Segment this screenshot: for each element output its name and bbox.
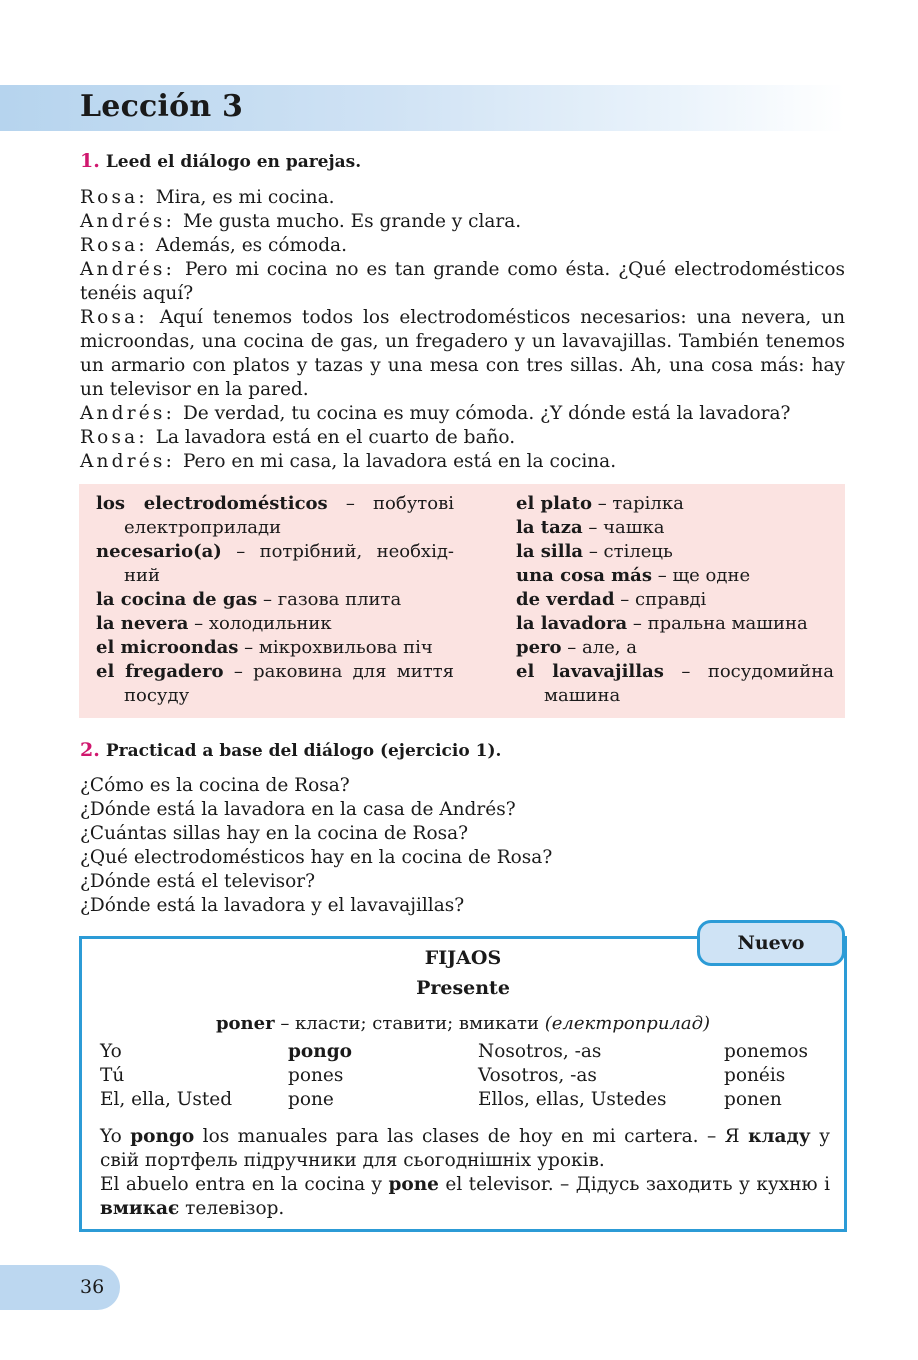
vocab-item: la nevera – холодильник [96,613,332,634]
verb-infinitive: poner [215,1013,275,1034]
nuevo-tab: Nuevo [697,920,845,966]
vocab-item: el fregadero – раковина для миття посуду [96,661,454,706]
exercise-2-instruction: Practicad a base del diálogo (ejercicio 1). [105,741,502,761]
dialogue-line: Rosa: La lavadora está en el cuarto de baño. [80,427,516,448]
grammar-title: FIJAOS [424,947,502,969]
questions-list [80,774,845,918]
vocab-item: la taza – чашка [516,517,665,538]
question: ¿Cuántas sillas hay en la cocina de Rosa? [80,823,469,844]
vocab-item: de verdad – справді [516,589,707,610]
question: ¿Dónde está el televisor? [80,871,316,892]
vocabulary-box [79,484,845,718]
question: ¿Dónde está la lavadora en la casa de Andrés? [80,799,516,820]
verb-definition: poner – класти; ставити; вмикати (електроприлад) [215,1013,711,1034]
vocab-item: los electrodomésticos – побутові електроприлади [96,493,454,538]
lesson-title: Lección 3 [80,89,244,124]
page-number: 36 [80,1276,105,1298]
vocab-item: el microondas – мікрохвильова піч [96,637,433,658]
dialogue-line: Rosa: Aquí tenemos todos los electrodomésticos necesarios: una nevera, un microondas, una cocina de gas, un fregadero y un lavavajillas. También tenemos un armario con platos y tazas y una mesa con tres sillas. Ah, una cosa más: hay un televisor en la pared. [80,307,845,400]
vocabulary-column-right [516,492,834,708]
conjugation-row: El, ella, Usted pone Ellos, ellas, Ustedes ponen [100,1089,782,1110]
exercise-1-instruction: Leed el diálogo en parejas. [105,152,362,172]
dialogue [80,186,845,474]
dialogue-line: Andrés: Pero en mi casa, la lavadora está en la cocina. [80,451,617,472]
question: ¿Qué electrodomésticos hay en la cocina de Rosa? [80,847,553,868]
example-sentence: Yo pongo los manuales para las clases de hoy en mi cartera. – Я кладу у свій портфель підручники для сьогоднішніх уроків. [100,1126,830,1171]
vocabulary-column-left [96,492,454,708]
vocab-item: la silla – стілець [516,541,673,562]
vocab-item: el lavavajillas – посудомийна машина [516,661,835,706]
dialogue-line: Rosa: Mira, es mi cocina. [80,187,335,208]
dialogue-line: Andrés: De verdad, tu cocina es muy cómoda. ¿Y dónde está la lavadora? [80,403,791,424]
exercise-2-heading [80,739,501,761]
grammar-box [79,936,847,1232]
example-sentence: El abuelo entra en la cocina y pone el televisor. – Дідусь заходить у кухню і вмикає телевізор. [100,1174,830,1219]
conjugation-row: Tú pones Vosotros, -as ponéis [100,1065,786,1086]
vocab-item: necesario(a) – потрібний, необхід-ний [96,541,454,586]
dialogue-line: Andrés: Me gusta mucho. Es grande y clara. [80,211,522,232]
dialogue-line: Rosa: Además, es cómoda. [80,235,347,256]
conjugation-table [100,1041,830,1113]
grammar-subtitle: Presente [416,977,510,999]
dialogue-line: Andrés: Pero mi cocina no es tan grande como ésta. ¿Qué electrodomésticos tenéis aquí? [80,259,845,304]
grammar-examples [100,1125,830,1221]
exercise-1-heading [80,150,361,172]
exercise-2-number: 2. [80,739,100,761]
conjugation-row: Yo pongo Nosotros, -as ponemos [100,1041,809,1062]
exercise-1-number: 1. [80,150,100,172]
question: ¿Cómo es la cocina de Rosa? [80,775,350,796]
vocab-item: el plato – тарілка [516,493,684,514]
question: ¿Dónde está la lavadora y el lavavajillas? [80,895,465,916]
vocab-item: pero – але, а [516,637,637,658]
vocab-item: la cocina de gas – газова плита [96,589,402,610]
vocab-item: la lavadora – пральна машина [516,613,808,634]
vocab-item: una cosa más – ще одне [516,565,751,586]
